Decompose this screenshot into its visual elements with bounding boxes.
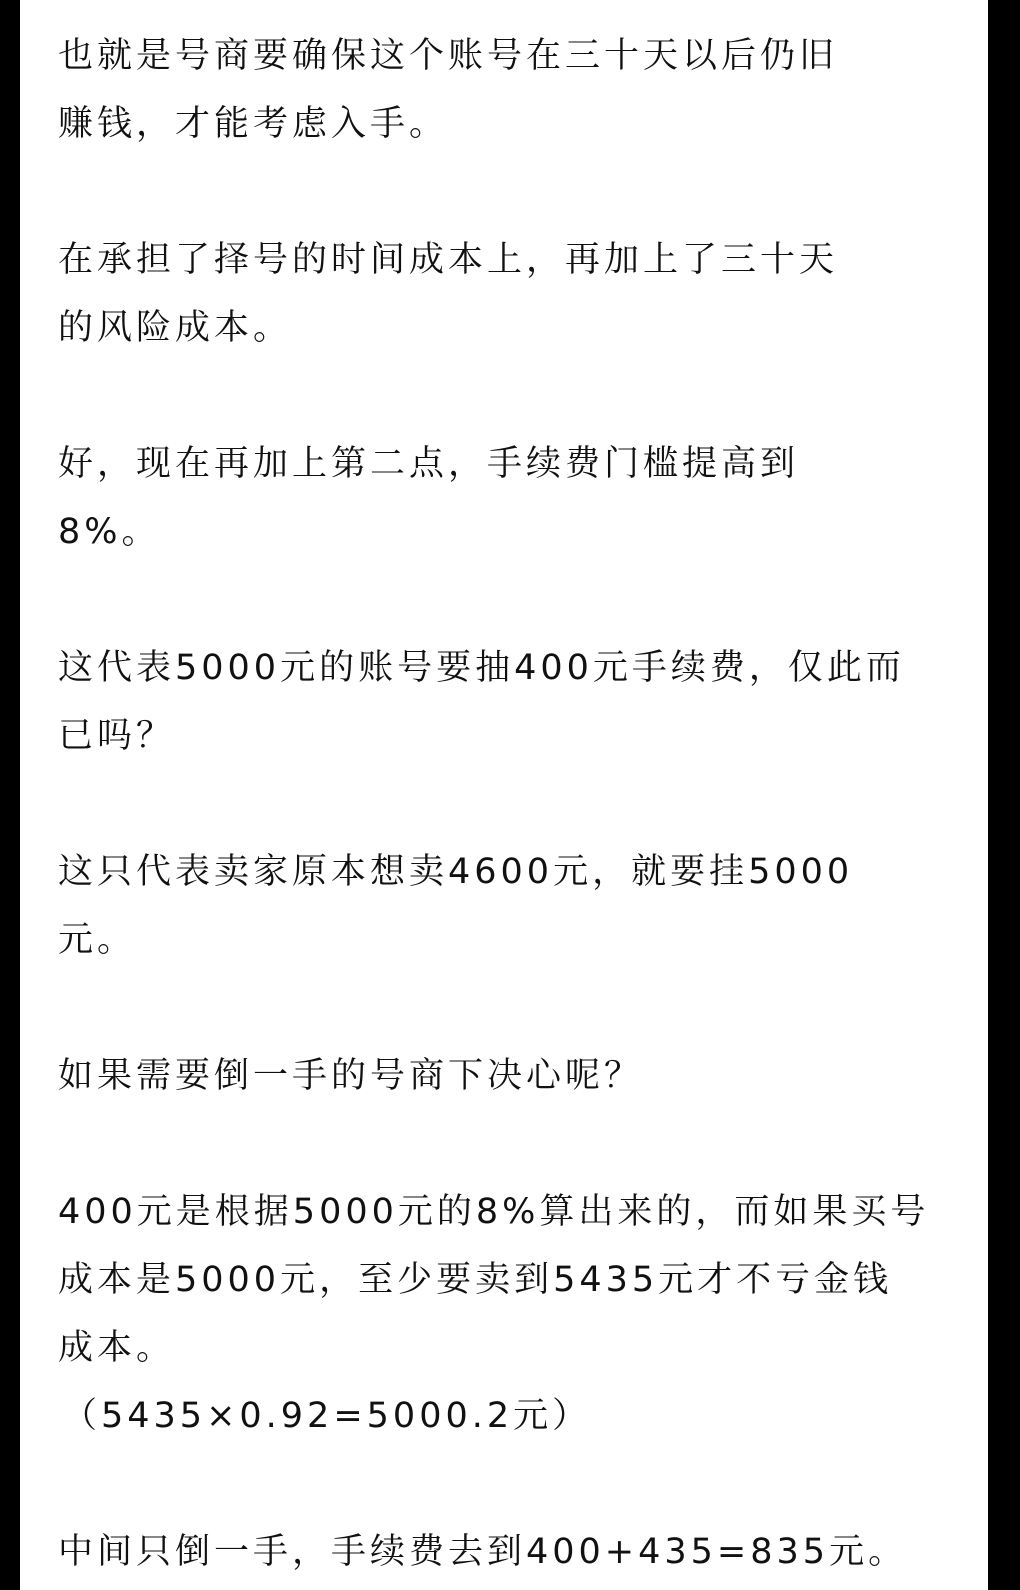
text-line: 成本是5000元，至少要卖到5435元才不亏金钱 (58, 1260, 893, 1300)
text-line: 中间只倒一手，手续费去到400+435=835元。 (58, 1532, 908, 1572)
paragraph-7 (58, 1178, 958, 1450)
text-line: 赚钱，才能考虑入手。 (58, 104, 449, 144)
calculation-note: （5435×0.92=5000.2元） (62, 1396, 592, 1436)
text-line: 已吗？ (58, 716, 176, 756)
paragraph-6 (58, 1042, 958, 1110)
paragraph-4 (58, 634, 958, 770)
text-line: 在承担了择号的时间成本上，再加上了三十天 (58, 240, 839, 280)
text-line: 这代表5000元的账号要抽400元手续费，仅此而 (58, 648, 905, 688)
text-line: 成本。 (58, 1328, 176, 1368)
paragraph-3 (58, 430, 958, 566)
paragraph-1 (58, 22, 958, 158)
text-line: 好，现在再加上第二点，手续费门槛提高到 (58, 444, 800, 484)
text-line: 400元是根据5000元的8%算出来的，而如果买号 (58, 1192, 930, 1232)
paragraph-8 (58, 1518, 958, 1586)
article-body (58, 22, 958, 1590)
document-page (20, 0, 988, 1590)
text-line: 如果需要倒一手的号商下决心呢？ (58, 1056, 644, 1096)
paragraph-5 (58, 838, 958, 974)
text-line: 这只代表卖家原本想卖4600元，就要挂5000 (58, 852, 854, 892)
text-line: 也就是号商要确保这个账号在三十天以后仍旧 (58, 36, 839, 76)
text-line: 的风险成本。 (58, 308, 293, 348)
text-line: 元。 (58, 920, 137, 960)
text-line: 8%。 (58, 512, 161, 552)
paragraph-2 (58, 226, 958, 362)
